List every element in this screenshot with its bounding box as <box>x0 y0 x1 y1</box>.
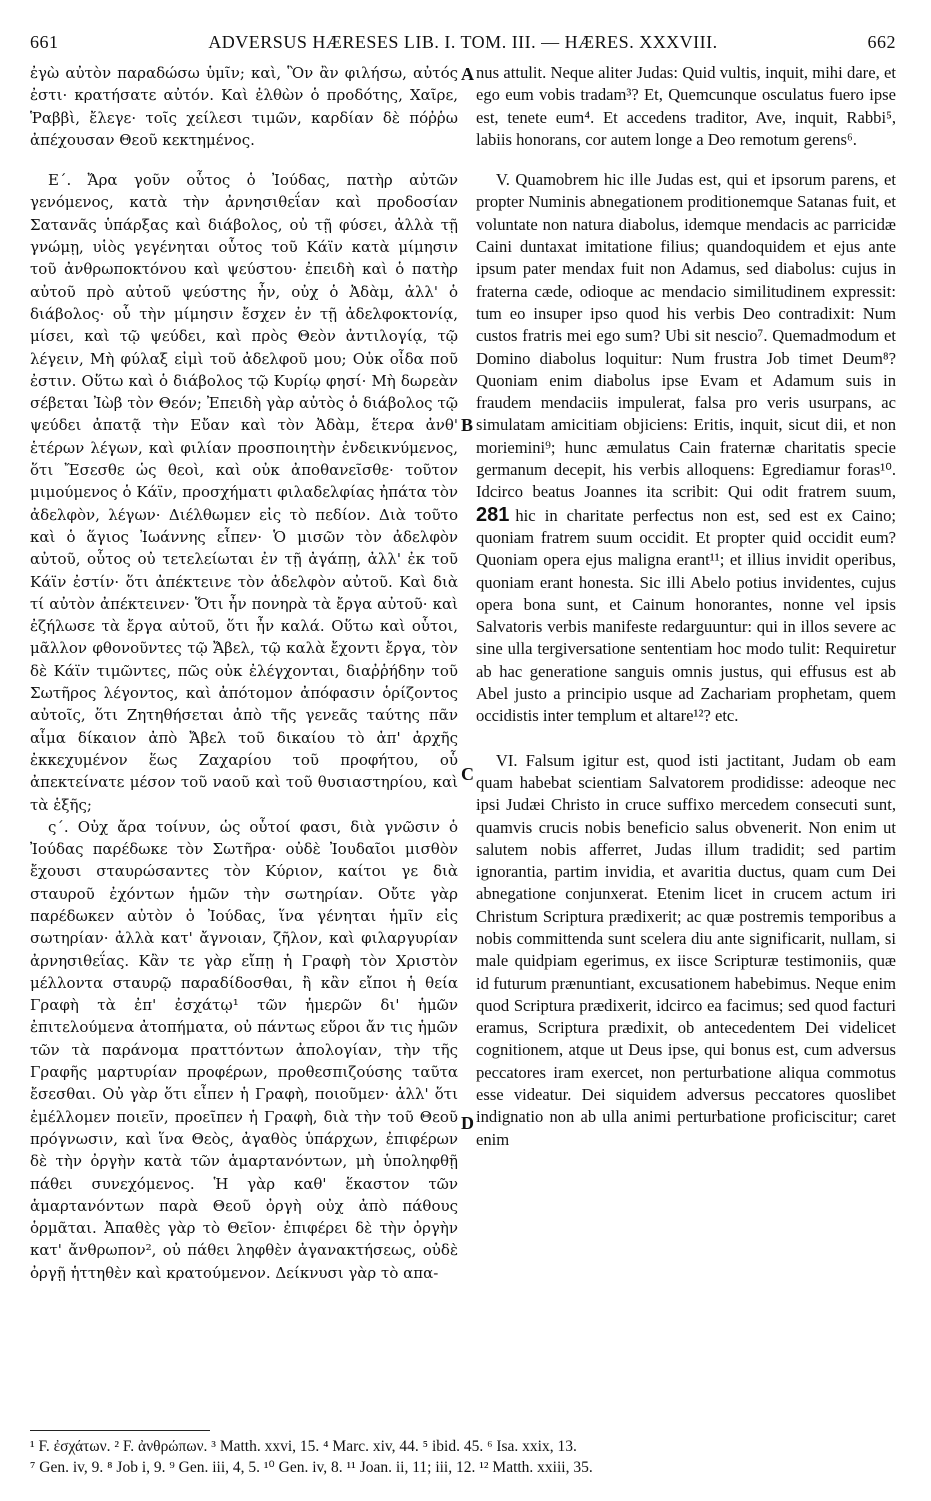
greek-paragraph-6: ς΄. Οὐχ ἄρα τοίνυν, ὡς οὗτοί φασι, διὰ γνῶσιν ὁ Ἰούδας παρέδωκε τὸν Σωτῆρα· οὐδὲ Ἰουδαῖοι μισθὸν ἔχουσι σταυρώσαντες τὸν Κύριον, καίτοι γε διὰ σταυροῦ ἐχόντων ἡμῶν τὴν σωτηρίαν. Οὔτε γὰρ παρέδωκεν αὐτὸν ὁ Ἰούδας, ἵνα γένηται ἡμῖν εἰς σωτηρίαν· ἀλλὰ κατ' ἄγνοιαν, ζῆλον, καὶ φιλαργυρίαν ἀρνησιθεΐας. Κἂν τε γὰρ εἴπῃ ἡ Γραφὴ τὸν Χριστὸν μέλλοντα σταυρῷ παραδίδοσθαι, ἢ κἂν εἴποι ἡ θεία Γραφὴ τὰ ἐπ' ἐσχάτῳ¹ τῶν ἡμερῶν δι' ἡμῶν ἐπιτελούμενα ἀτοπήματα, οὐ πάντως εὕροι ἄν τις ἡμῶν τῶν τὰ παράνομα πραττόντων ἀπολογίαν, τὴν τῆς Γραφῆς μαρτυρίαν προφέρων, προθεσπιζούσης ταῦτα ἔσεσθαι. Οὐ γὰρ ὅτι εἶπεν ἡ Γραφὴ, ποιοῦμεν· ἀλλ' ὅτι ἐμέλλομεν ποιεῖν, προεῖπεν ἡ Γραφὴ, διὰ τὴν τοῦ Θεοῦ πρόγνωσιν, καὶ ἵνα Θεὸς, ἀγαθὸς ὑπάρχων, ἐπιφέρων δὲ τὴν ὀργὴν κατὰ τῶν ἁμαρτανόντων, μὴ ὑποληφθῇ πάθει συνεχόμενος. Ἡ γὰρ καθ' ἕκαστον τῶν ἁμαρτανόντων παρὰ Θεοῦ ὀργὴ οὐχ ἀπὸ πάθους ὁρμᾶται. Ἀπαθὲς γὰρ τὸ Θεῖον· ἐπιφέρει δὲ τὴν ὀργὴν κατ' ἄνθρωπον², οὐ πάθει ληφθὲν ἀγανακτήσεως, οὐδὲ ὀργῇ ἡττηθὲν καὶ κρατούμενον. Δείκνυσι γὰρ τὸ απα- <box>30 817 458 1282</box>
column-number: 281 <box>476 503 510 526</box>
footnote-rule <box>30 1430 210 1431</box>
latin-paragraph-6: VI. Falsum igitur est, quod isti jactitant, Judam ob eam quam habebat scientiam Salvatorem prodidisse: adeoque nec ipsi Judæi Christo in cruce suffixo mercedem consecuti sunt, quamvis crucis nobis beneficio salus obvenerit. Non enim ut salutem nobis afferret, Judas illum tradidit; sed partim ignorantia, partim invidia, et avaritia ductus, quam cum Dei abnegatione conjunxerat. Etenim licet in crucem actum iri Christum Scriptura prædixerit; ac quæ postremis temporibus a nobis committenda sunt scelera diu ante significarit, nullam, si male quidpiam egerimus, ex iisce Scripturæ testimoniis, quæ id futurum prænuntiant, excusationem habebimus. Neque enim quod Scriptura prædixerit, idcirco ea facimus; sed quod facturi eramus, Scriptura prædixit, ob antecedentem Dei videlicet cognitionem, atque ut Deus ipse, qui bonus est, cum adversus peccatores iram exercet, non perturbatione aliqua commotus esse videatur. Dei siquidem adversus peccatores quoslibet indignatio non ab ulla animi perturbatione proficiscitur; caret enim <box>476 750 896 1149</box>
latin-column <box>476 62 896 1151</box>
footnote-line-1: ¹ F. ἐσχάτων. ² F. ἀνθρώπων. ³ Matth. xxvi, 15. ⁴ Marc. xiv, 44. ⁵ ibid. 45. ⁶ Isa. xxix, 13. <box>30 1438 577 1455</box>
greek-paragraph-1: ἐγὼ αὐτὸν παραδώσω ὑμῖν; καὶ, Ὃν ἂν φιλήσω, αὐτός ἐστι· κρατήσατε αὐτόν. Καὶ ἐλθὼν ὁ προδότης, Χαῖρε, Ῥαββὶ, ἔλεγε· τοῖς χείλεσι τιμῶν, καρδίαν δὲ πόῤῥω ἀπέχουσαν Θεοῦ κεκτημένος. <box>30 64 458 149</box>
running-title: ADVERSUS HÆRESES LIB. I. TOM. III. — HÆRES. XXXVIII. <box>208 32 718 52</box>
footnote-line-2: ⁷ Gen. iv, 9. ⁸ Job i, 9. ⁹ Gen. iii, 4, 5. ¹⁰ Gen. iv, 8. ¹¹ Joan. ii, 11; iii, 12. ¹² Matth. xxiii, 35. <box>30 1459 593 1476</box>
margin-marker-b: B <box>461 415 474 435</box>
margin-marker-c: C <box>461 764 474 784</box>
footnotes <box>30 1436 896 1478</box>
margin-marker-a: A <box>461 64 474 84</box>
greek-paragraph-5: Ε΄. Ἄρα γοῦν οὗτος ὁ Ἰούδας, πατὴρ αὐτῶν γενόμενος, κατὰ τὴν ἀρνησιθεΐαν καὶ προδοσίαν Σατανᾶς ὑπάρξας καὶ διάβολος, οὐ τῇ φύσει, ἀλλὰ τῇ γνώμῃ, υἱὸς γεγένηται οὗτος τοῦ Κάϊν κατὰ μίμησιν τοῦ ἀνθρωποκτόνου καὶ ψεύστου· ἐπειδὴ καὶ ὁ πατὴρ αὐτοῦ πρὸ αὐτοῦ ψεύστης ἦν, οὐχ ὁ Ἀδὰμ, ἀλλ' ὁ διάβολος· οὗ τὴν μίμησιν ἔσχεν ἐν τῇ ἀδελφοκτονίᾳ, μίσει, καὶ τῷ ψεύδει, καὶ πρὸς Θεὸν ἀντιλογίᾳ, τῷ λέγειν, Μὴ φύλαξ εἰμὶ τοῦ ἀδελφοῦ μου; Οὐκ οἶδα ποῦ ἐστιν. Οὕτω καὶ ὁ διάβολος τῷ Κυρίῳ φησί· Μὴ δωρεὰν σέβεται Ἰὼβ τὸν Θεόν; Ἐπειδὴ γὰρ αὐτὸς ὁ διάβολος τῷ ψεύδει ἀπατᾷ τὴν Εὔαν καὶ τὸν Ἀδὰμ, ἕτερα ἀνθ' ἑτέρων λέγων, καὶ φιλίαν προσποιητὴν ἐνδεικνύμενος, ὅτι Ἔσεσθε ὡς θεοὶ, καὶ οὐκ ἀποθανεῖσθε· τοῦτον μιμούμενος ὁ Κάϊν, προσχήματι φιλαδελφίας ἠπάτα τὸν ἀδελφὸν, λέγων· Διέλθωμεν εἰς τὸ πεδίον. Διὰ τοῦτο καὶ ὁ ἅγιος Ἰωάννης εἶπεν· Ὁ μισῶν τὸν ἀδελφὸν αὐτοῦ, οὗτος οὐ τετελείωται ἐν τῇ ἀγάπῃ, ἀλλ' ἐκ τοῦ Κάϊν ἐστίν· ὅτι ἀπέκτεινε τὸν ἀδελφὸν αὐτοῦ. Καὶ διὰ τί αὐτὸν ἀπέκτεινεν· Ὅτι ἦν πονηρὰ τὰ ἔργα αὐτοῦ· καὶ ἐζήλωσε τὰ ἔργα αὐτοῦ, ὅτι ἦν καλά. Οὕτω καὶ οὗτοι, μᾶλλον φθονοῦντες τῷ Ἄβελ, τῷ καλὰ ἔχοντι ἔργα, τὸν δὲ Κάϊν τιμῶντες, πῶς οὐκ ἐλέγχονται, διαῤῥήδην τοῦ Σωτῆρος λέγοντος, καὶ ἀπότομον ἀπόφασιν ὁρίζοντος αὐτοῖς, ὅτι Ζητηθήσεται ἀπὸ τῆς γενεᾶς ταύτης πᾶν αἷμα δίκαιον ἀπὸ Ἄβελ τοῦ δικαίου τὸ ἀπ' ἀρχῆς ἐκκεχυμένον ἕως Ζαχαρίου τοῦ προφήτου, οὗ ἀπεκτείνατε μέσον τοῦ ναοῦ καὶ τοῦ θυσιαστηρίου, καὶ τὰ ἑξῆς; <box>30 171 458 814</box>
page-number-right: 662 <box>867 32 896 52</box>
latin-paragraph-1: nus attulit. Neque aliter Judas: Quid vultis, inquit, mihi dare, et ego eum vobis tradam³? Et, Quemcunque osculatus fuero ipse est, tenete eum⁴. Et accedens traditor, Ave, inquit, Rabbi⁵, labiis honorans, cor autem longe a Deo remotum gerens⁶. <box>476 63 896 149</box>
margin-marker-d: D <box>461 1113 474 1133</box>
latin-paragraph-5a: V. Quamobrem hic ille Judas est, qui et ipsorum parens, et propter Numinis abnegationem proditionemque Satanas fuit, et voluntate non natura diabolus, idemque mendacis ac parricidæ Caini duntaxat imitatione filius; quandoquidem et ejus ante ipsum pater mendax fuit non Adamus, sed diabolus: cujus in fraterna cæde, odioque ac mendacio similitudinem expressit: tum eo insuper ipso quod his verbis Deo contradixit: Num custos fratris mei ego sum? Ubi sit nescio⁷. Quemadmodum et Domino diabolus loquitur: Num frustra Job timet Deum⁸? Quoniam enim diabolus ipse Evam et Adamum suis in fraudem mendaciis impulerat, falsa pro veris usurpans, ac simulatam amicitiam objiciens: Eritis, inquit, sicut dii, et non moriemini⁹; hunc æmulatus Cain fraternæ charitatis specie germanum decepit, his verbis alloquens: Egrediamur foras¹⁰. Idcirco beatus Joannes ita scribit: Qui odit fratrem suum, <box>476 170 896 502</box>
running-header <box>30 32 896 58</box>
latin-paragraph-5b: hic in charitate perfectus non est, sed est ex Caino; quoniam fratrem suum occidit. Et propter quid occidit eum? Quoniam opera ejus maligna erant¹¹; et illius invidit operibus, quoniam erant honesta. Sic illi Abelo potius invidentes, cujus opera bona sunt, et Cainum honorantes, nonne vel ipsis Salvatoris verbis manifeste redarguuntur: qui in illos severe ac sine ulla tergiversatione sententiam hoc modo tulit: Requiretur ab hac generatione sanguis omnis justus, qui effusus est ab Abel justo a principio usque ad Zachariam prophetam, quem occidistis inter templum et altare¹²? etc. <box>476 505 896 726</box>
latin-paragraph-5 <box>476 169 896 727</box>
greek-column <box>30 62 458 1284</box>
page-number-left: 661 <box>30 32 59 52</box>
